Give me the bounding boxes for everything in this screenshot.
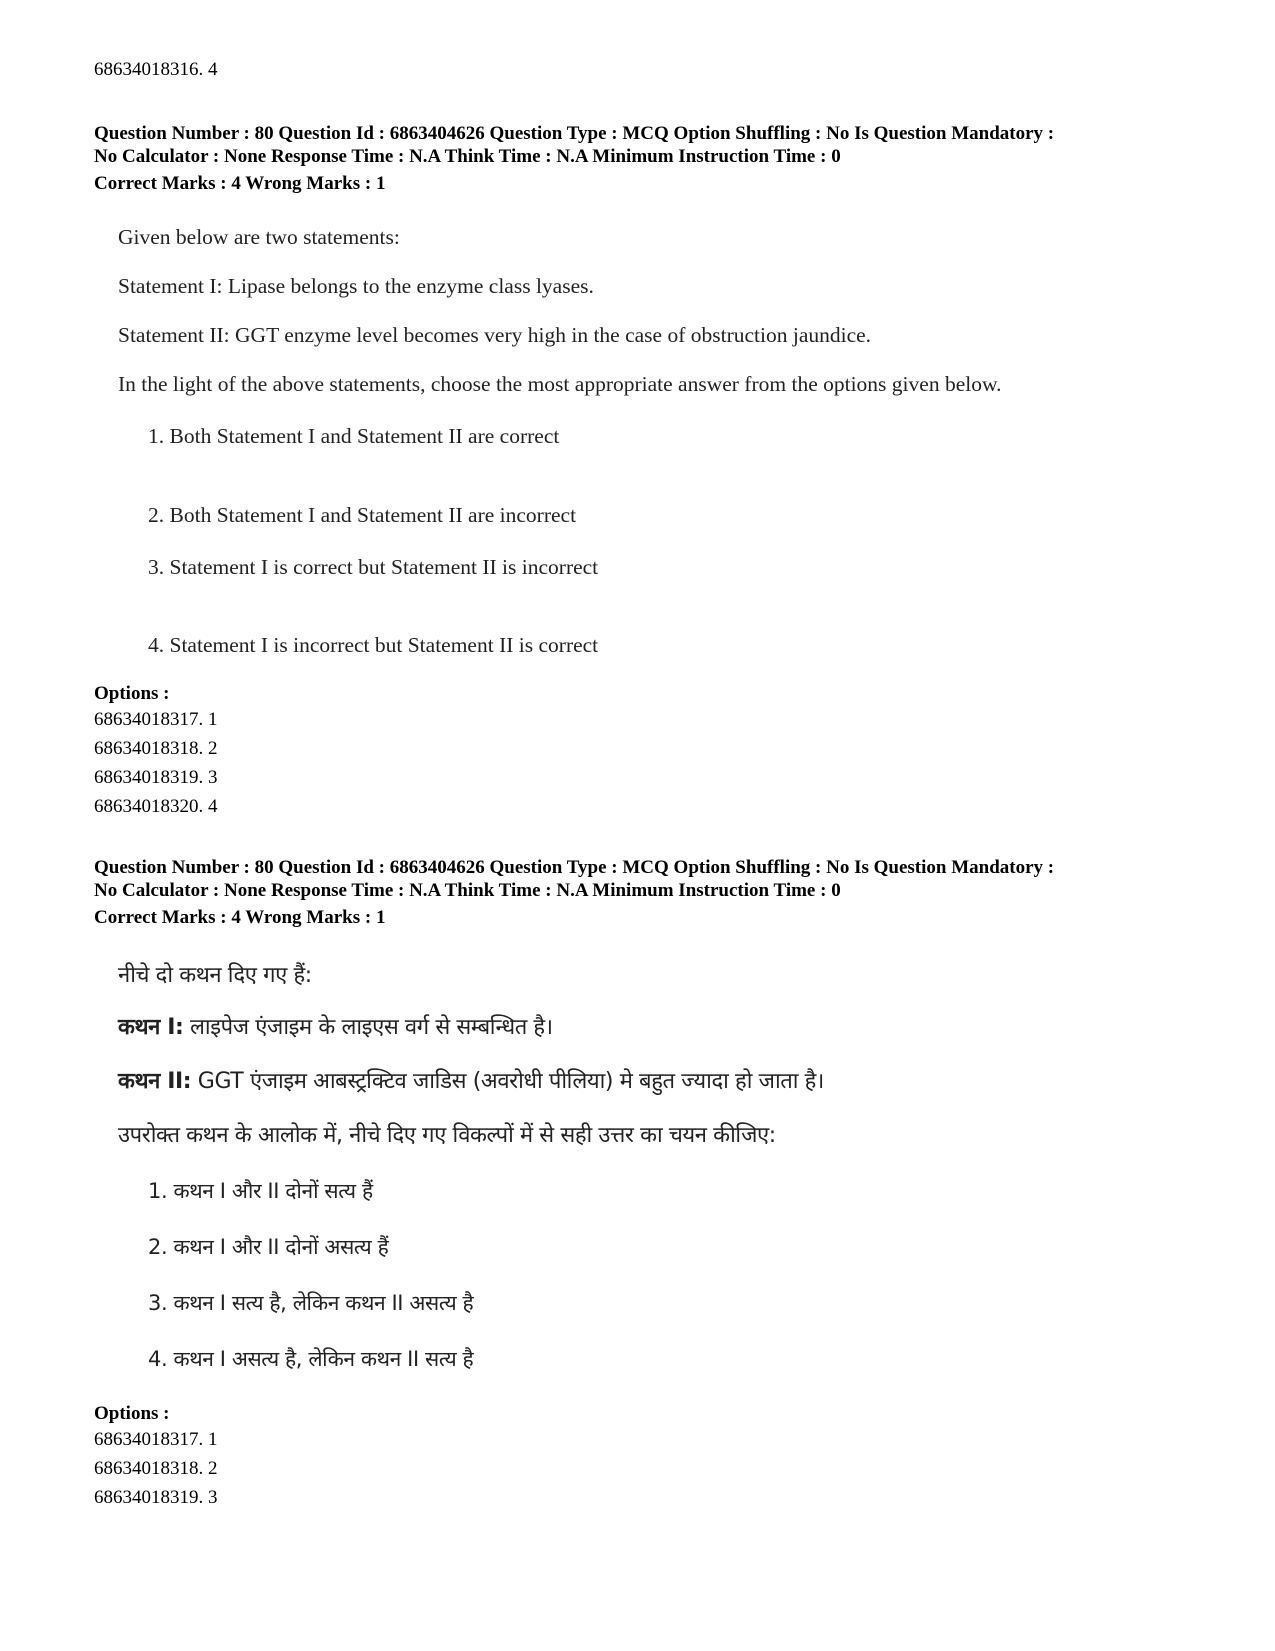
- question-intro-hindi: नीचे दो कथन दिए गए हैं:: [118, 963, 312, 988]
- answer-choice-hindi: 2. कथन I और II दोनों असत्य हैं: [148, 1235, 389, 1259]
- statement-2-hindi: [118, 1067, 824, 1097]
- question-meta-line-2: No Calculator : None Response Time : N.A Think Time : N.A Minimum Instruction Time : 0: [94, 880, 841, 901]
- statement-1-label: कथन I:: [118, 1015, 184, 1040]
- option-id-line: 68634018317. 1: [94, 709, 218, 730]
- question-marks: Correct Marks : 4 Wrong Marks : 1: [94, 907, 386, 928]
- question-meta-line-2: No Calculator : None Response Time : N.A Think Time : N.A Minimum Instruction Time : 0: [94, 146, 841, 167]
- answer-choice-hindi: 3. कथन I सत्य है, लेकिन कथन II असत्य है: [148, 1291, 474, 1315]
- question-instruction: In the light of the above statements, choose the most appropriate answer from the options given below.: [118, 372, 1002, 396]
- answer-choice: 2. Both Statement I and Statement II are incorrect: [148, 503, 577, 527]
- statement-1: Statement I: Lipase belongs to the enzyme class lyases.: [118, 274, 594, 298]
- previous-option-line: 68634018316. 4: [94, 59, 218, 80]
- question-meta-line-1: Question Number : 80 Question Id : 6863404626 Question Type : MCQ Option Shuffling : No Is Question Mandatory :: [94, 123, 1055, 144]
- option-id-line: 68634018317. 1: [94, 1429, 218, 1450]
- statement-2-text: GGT एंजाइम आबस्ट्रक्टिव जाडिस (अवरोधी पीलिया) मे बहुत ज्यादा हो जाता है।: [191, 1069, 824, 1094]
- answer-choice: 3. Statement I is correct but Statement II is incorrect: [148, 555, 599, 579]
- statement-1-text: लाइपेज एंजाइम के लाइएस वर्ग से सम्बन्धित है।: [183, 1015, 553, 1040]
- answer-choice-hindi: 1. कथन I और II दोनों सत्य हैं: [148, 1179, 373, 1203]
- option-id-line: 68634018319. 3: [94, 767, 218, 788]
- option-id-line: 68634018320. 4: [94, 796, 218, 817]
- question-intro: Given below are two statements:: [118, 225, 400, 249]
- option-id-line: 68634018318. 2: [94, 738, 218, 759]
- answer-choice: 4. Statement I is incorrect but Statement II is correct: [148, 633, 599, 657]
- question-instruction-hindi: उपरोक्त कथन के आलोक में, नीचे दिए गए विकल्पों में से सही उत्तर का चयन कीजिए:: [118, 1123, 776, 1148]
- options-label: Options :: [94, 683, 170, 704]
- options-label: Options :: [94, 1403, 170, 1424]
- statement-2: Statement II: GGT enzyme level becomes very high in the case of obstruction jaundice.: [118, 323, 872, 347]
- statement-1-hindi: [118, 1013, 553, 1043]
- question-meta-line-1: Question Number : 80 Question Id : 6863404626 Question Type : MCQ Option Shuffling : No Is Question Mandatory :: [94, 857, 1055, 878]
- answer-choice-hindi: 4. कथन I असत्य है, लेकिन कथन II सत्य है: [148, 1347, 474, 1371]
- statement-2-label: कथन II:: [118, 1069, 192, 1094]
- question-marks: Correct Marks : 4 Wrong Marks : 1: [94, 173, 386, 194]
- answer-choice: 1. Both Statement I and Statement II are correct: [148, 424, 560, 448]
- option-id-line: 68634018318. 2: [94, 1458, 218, 1479]
- option-id-line: 68634018319. 3: [94, 1487, 218, 1508]
